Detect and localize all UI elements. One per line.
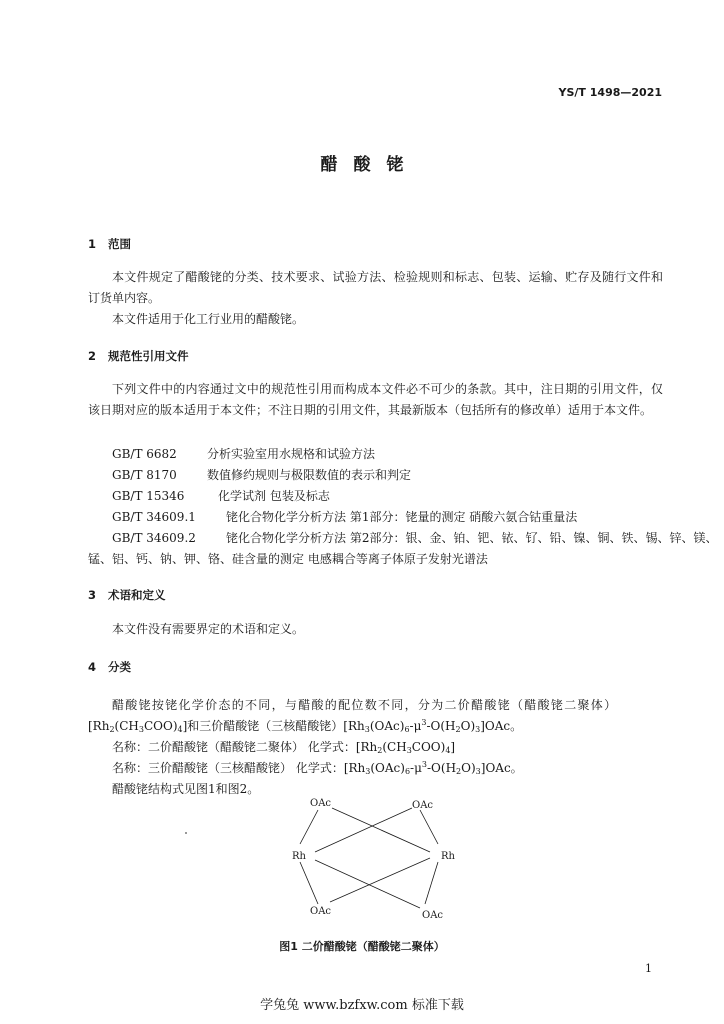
reference-code: GB/T 6682 <box>112 447 177 461</box>
reference-title: 铑化合物化学分析方法 第1部分：铑量的测定 硝酸六氨合钴重量法 <box>226 510 578 524</box>
reference-code: GB/T 8170 <box>112 468 177 482</box>
reference-title: 数值修约规则与极限数值的表示和判定 <box>207 468 412 482</box>
scan-speck <box>185 832 187 834</box>
bond-line <box>330 858 430 902</box>
section-1-heading <box>88 236 131 252</box>
reference-code: GB/T 34609.2 <box>112 531 196 545</box>
rh-label: Rh <box>441 851 455 862</box>
page-number: 1 <box>645 962 652 975</box>
rh-label: Rh <box>292 851 306 862</box>
structure-note: 醋酸铑结构式见图1和图2。 <box>112 782 260 796</box>
section-2-heading <box>88 348 189 364</box>
watermark: 学兔兔 www.bzfxw.com 标准下载 <box>260 998 464 1013</box>
bond-line <box>315 860 420 908</box>
section-2-intro: 下列文件中的内容通过文中的规范性引用而构成本文件必不可少的条款。其中，注日期的引用文件，仅该日期对应的版本适用于本文件；不注日期的引用文件，其最新版本（包括所有的修改单）适用于本文件。 <box>88 382 663 417</box>
section-1-paragraph-2: 本文件适用于化工行业用的醋酸铑。 <box>112 312 305 326</box>
reference-item <box>112 466 411 483</box>
section-number: 4 <box>88 660 97 674</box>
reference-title: 分析实验室用水规格和试验方法 <box>207 447 376 461</box>
divalent-name-formula: 名称：二价醋酸铑（醋酸铑二聚体） 化学式：$[Rh_2(CH_3COO)_4]$ <box>112 740 456 755</box>
section-title: 术语和定义 <box>108 588 166 602</box>
reference-item <box>112 529 717 546</box>
section-3-paragraph: 本文件没有需要界定的术语和定义。 <box>112 622 305 636</box>
bond-line <box>315 808 412 852</box>
oac-label: OAc <box>310 798 332 809</box>
trivalent-name-formula: 名称：三价醋酸铑（三核醋酸铑） 化学式：$[Rh_3(OAc)_6-\mu^3-O(H_2O)_3]OAc$。 <box>112 760 523 776</box>
document-title: 醋酸铑 <box>320 155 420 175</box>
figure-1-caption: 图1 二价醋酸铑（醋酸铑二聚体） <box>279 940 445 953</box>
reference-item <box>112 487 330 504</box>
reference-continuation: 锰、铝、钙、钠、钾、铬、硅含量的测定 电感耦合等离子体原子发射光谱法 <box>88 552 488 566</box>
classification-paragraph: 醋酸铑按铑化学价态的不同，与醋酸的配位数不同，分为二价醋酸铑（醋酸铑二聚体） <box>112 698 618 712</box>
bond-line <box>332 808 430 852</box>
reference-title: 铑化合物化学分析方法 第2部分：银、金、铂、钯、铱、钌、铅、镍、铜、铁、锡、锌、镁、 <box>226 531 718 545</box>
oac-label: OAc <box>412 800 434 811</box>
reference-item <box>112 445 375 462</box>
section-title: 范围 <box>108 237 131 251</box>
section-number: 3 <box>88 588 97 602</box>
section-4-heading <box>88 659 131 675</box>
figure-1-structure-diagram <box>270 790 470 930</box>
section-3-heading <box>88 587 166 603</box>
section-title: 分类 <box>108 660 131 674</box>
section-number: 2 <box>88 349 97 363</box>
section-title: 规范性引用文件 <box>108 349 189 363</box>
oac-label: OAc <box>310 906 332 917</box>
reference-item <box>112 508 577 525</box>
section-number: 1 <box>88 237 97 251</box>
reference-code: GB/T 15346 <box>112 489 185 503</box>
bond-line <box>425 862 438 904</box>
reference-code: GB/T 34609.1 <box>112 510 196 524</box>
bond-line <box>420 810 438 844</box>
oac-label: OAc <box>422 910 444 921</box>
standard-code: YS/T 1498—2021 <box>558 86 662 99</box>
classification-formula-line: $[Rh_2(CH_3COO)_4]$和三价醋酸铑（三核醋酸铑）$[Rh_3(OAc)_6-\mu^3-O(H_2O)_3]OAc$。 <box>88 718 523 734</box>
bond-line <box>300 810 318 844</box>
section-1-paragraph-1: 本文件规定了醋酸铑的分类、技术要求、试验方法、检验规则和标志、包装、运输、贮存及随行文件和订货单内容。 <box>88 270 663 305</box>
reference-title: 化学试剂 包装及标志 <box>218 489 330 503</box>
bond-line <box>300 862 318 904</box>
